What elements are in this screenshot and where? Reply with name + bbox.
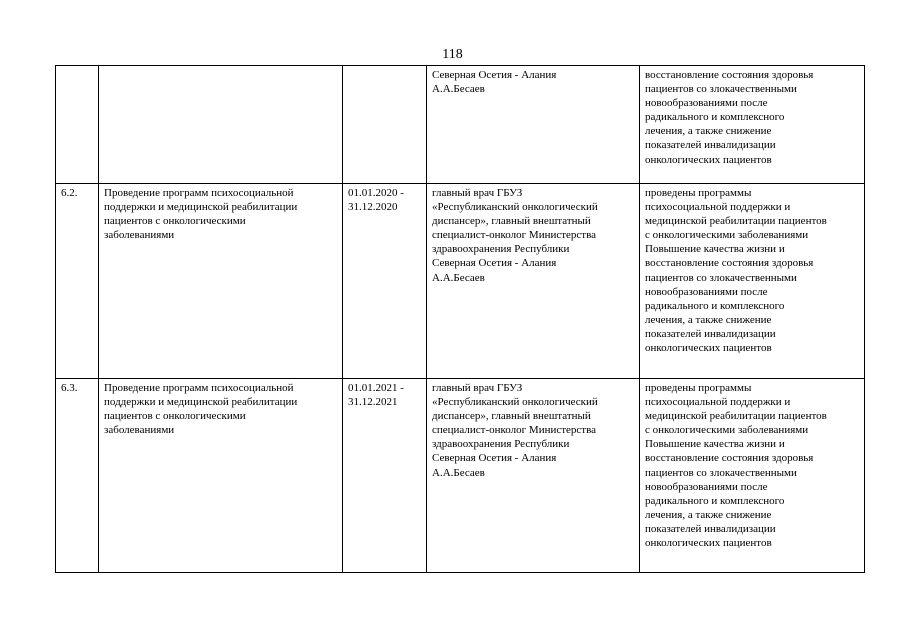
text-line: новообразованиями после [645, 480, 768, 493]
text-line: психосоциальной поддержки и [645, 396, 791, 409]
text-line: показателей инвалидизации [645, 139, 776, 152]
row-number: 6.2. [61, 187, 78, 199]
text-line: главный врач ГБУЗ [432, 382, 523, 394]
table-row [56, 379, 865, 573]
cell-responsible [427, 379, 640, 573]
text-line: проведены программы [645, 187, 752, 199]
text-line: Северная Осетия - Алания [432, 69, 557, 81]
cell-result [640, 184, 865, 379]
text-line: лечения, а также снижение [645, 125, 772, 138]
table-row [56, 66, 865, 184]
text-line: восстановление состояния здоровья [645, 69, 814, 81]
text-line: новообразованиями после [645, 285, 768, 298]
cell-number [56, 66, 99, 184]
text-line: радикального и комплексного [645, 299, 785, 312]
text-line: показателей инвалидизации [645, 327, 776, 340]
text-line: психосоциальной поддержки и [645, 201, 791, 214]
text-line: главный врач ГБУЗ [432, 187, 523, 199]
text-line: здравоохранения Республики [432, 243, 570, 256]
text-line: пациентов с онкологическими [104, 215, 246, 228]
row-number: 6.3. [61, 382, 78, 394]
cell-number [56, 184, 99, 379]
text-line: заболеваниями [104, 424, 175, 437]
text-line: показателей инвалидизации [645, 522, 776, 535]
cell-result [640, 379, 865, 573]
text-line: поддержки и медицинской реабилитации [104, 201, 298, 214]
text-line: поддержки и медицинской реабилитации [104, 396, 298, 409]
text-line: проведены программы [645, 382, 752, 394]
cell-activity [99, 184, 343, 379]
text-line: новообразованиями после [645, 97, 768, 110]
text-line: А.А.Бесаев [432, 466, 485, 479]
cell-number [56, 379, 99, 573]
cell-period [343, 184, 427, 379]
text-line: с онкологическими заболеваниями [645, 229, 809, 242]
text-line: восстановление состояния здоровья [645, 257, 814, 270]
text-line: 31.12.2020 [348, 201, 398, 214]
text-line: 01.01.2021 - [348, 382, 404, 394]
activities-table [55, 65, 865, 573]
text-line: А.А.Бесаев [432, 271, 485, 284]
cell-responsible [427, 66, 640, 184]
cell-result [640, 66, 865, 184]
text-line: онкологических пациентов [645, 342, 772, 355]
text-line: медицинской реабилитации пациентов [645, 215, 827, 228]
text-line: 31.12.2021 [348, 396, 398, 409]
cell-period [343, 66, 427, 184]
text-line: здравоохранения Республики [432, 438, 570, 451]
text-line: пациентов со злокачественными [645, 466, 797, 479]
text-line: заболеваниями [104, 229, 175, 242]
text-line: специалист-онколог Министерства [432, 229, 597, 242]
cell-activity [99, 379, 343, 573]
text-line: Северная Осетия - Алания [432, 257, 557, 270]
cell-period [343, 379, 427, 573]
text-line: Повышение качества жизни и [645, 438, 785, 451]
text-line: А.А.Бесаев [432, 83, 485, 96]
text-line: лечения, а также снижение [645, 508, 772, 521]
text-line: с онкологическими заболеваниями [645, 424, 809, 437]
text-line: пациентов со злокачественными [645, 271, 797, 284]
text-line: медицинской реабилитации пациентов [645, 410, 827, 423]
text-line: лечения, а также снижение [645, 313, 772, 326]
text-line: 01.01.2020 - [348, 187, 404, 199]
text-line: диспансер», главный внештатный [432, 215, 591, 228]
text-line: пациентов со злокачественными [645, 83, 797, 96]
text-line: радикального и комплексного [645, 494, 785, 507]
text-line: «Республиканский онкологический [432, 396, 598, 409]
text-line: онкологических пациентов [645, 153, 772, 166]
text-line: онкологических пациентов [645, 537, 772, 550]
text-line: радикального и комплексного [645, 111, 785, 124]
text-line: Повышение качества жизни и [645, 243, 785, 256]
text-line: Проведение программ психосоциальной [104, 187, 294, 199]
page-number: 118 [442, 47, 463, 62]
text-line: Северная Осетия - Алания [432, 452, 557, 465]
cell-responsible [427, 184, 640, 379]
cell-activity [99, 66, 343, 184]
text-line: Проведение программ психосоциальной [104, 382, 294, 394]
text-line: «Республиканский онкологический [432, 201, 598, 214]
table-row [56, 184, 865, 379]
text-line: специалист-онколог Министерства [432, 424, 597, 437]
text-line: пациентов с онкологическими [104, 410, 246, 423]
text-line: восстановление состояния здоровья [645, 452, 814, 465]
text-line: диспансер», главный внештатный [432, 410, 591, 423]
